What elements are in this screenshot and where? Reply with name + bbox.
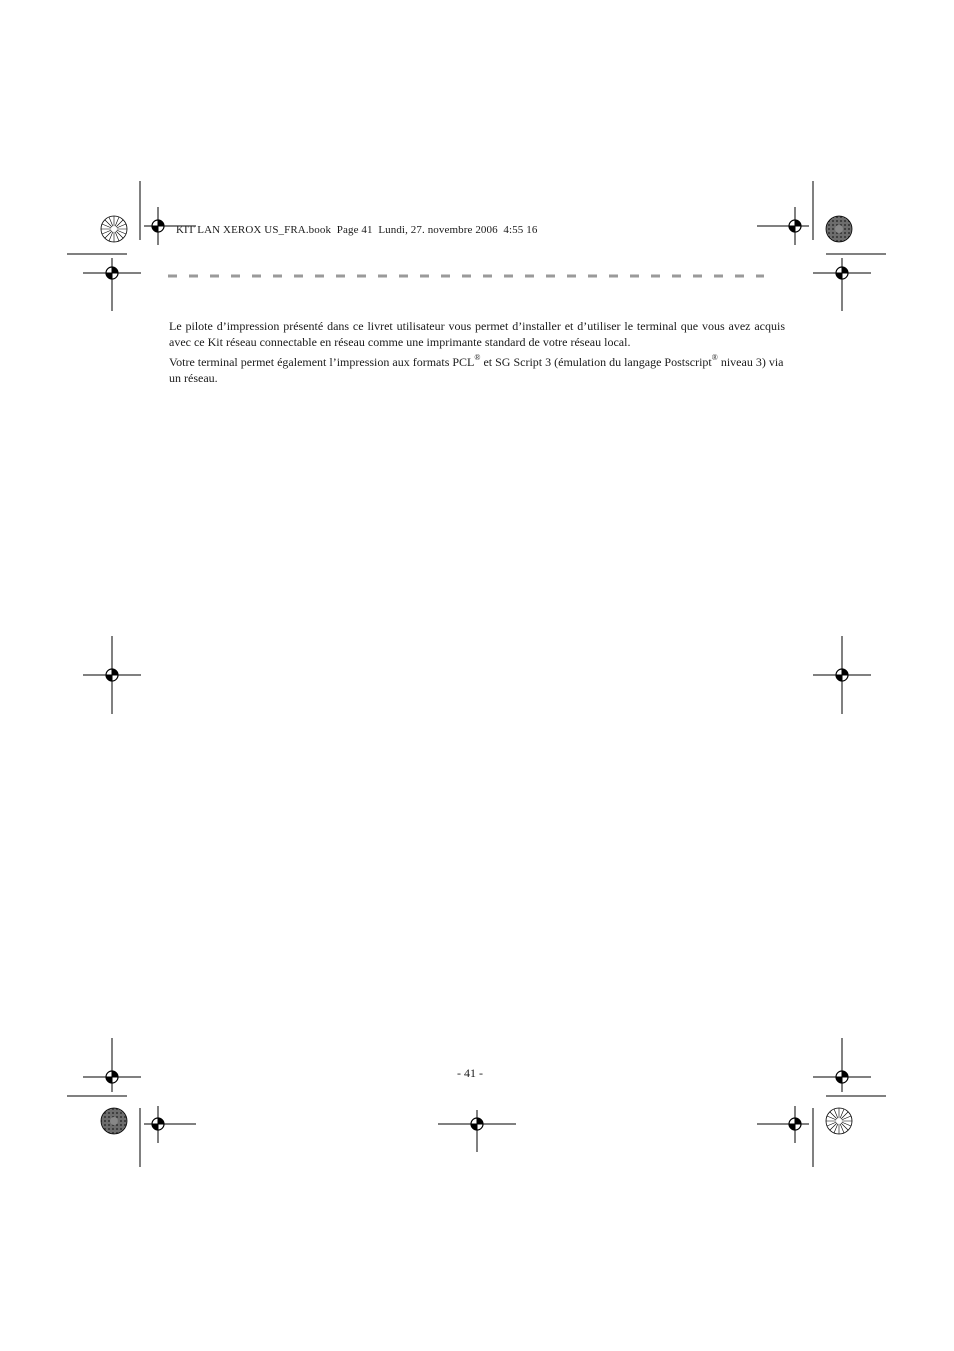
- dashed-rule: [168, 274, 764, 278]
- page-number: - 41 -: [457, 1066, 483, 1080]
- formats-paragraph: [169, 354, 785, 386]
- registration-disc-icon: [826, 216, 852, 242]
- print-slug-header: KIT LAN XEROX US_FRA.book Page 41 Lundi, 27. novembre 2006 4:55 16: [176, 224, 538, 236]
- formats-text-part1: Votre terminal permet également l’impression aux formats PCL: [169, 355, 475, 369]
- registration-disc-icon: [826, 1108, 852, 1134]
- intro-paragraph: Le pilote d’impression présenté dans ce livret utilisateur vous permet d’installer et d’utiliser le terminal que vous avez acquis avec ce Kit réseau connectable en réseau comme une imprimante standard de votre réseau local.: [169, 319, 785, 349]
- formats-text-part3: niveau 3) via un réseau.: [169, 355, 784, 385]
- body-text: [169, 318, 785, 390]
- crosshair-icon: [757, 207, 809, 245]
- crosshair-icon: [813, 636, 871, 714]
- formats-text-part2: et SG Script 3 (émulation du langage Postscript: [480, 355, 712, 369]
- crosshair-icon: [83, 1038, 141, 1092]
- registration-disc-icon: [101, 1108, 127, 1134]
- registered-mark: ®: [474, 353, 481, 362]
- crosshair-icon: [757, 1106, 809, 1143]
- crosshair-icon: [83, 258, 141, 311]
- crosshair-icon: [438, 1110, 516, 1152]
- crosshair-icon: [83, 636, 141, 714]
- crosshair-icon: [813, 258, 871, 311]
- crosshair-icon: [144, 1106, 196, 1143]
- crosshair-icon: [813, 1038, 871, 1092]
- registered-mark: ®: [711, 353, 718, 362]
- registration-disc-icon: [101, 216, 127, 242]
